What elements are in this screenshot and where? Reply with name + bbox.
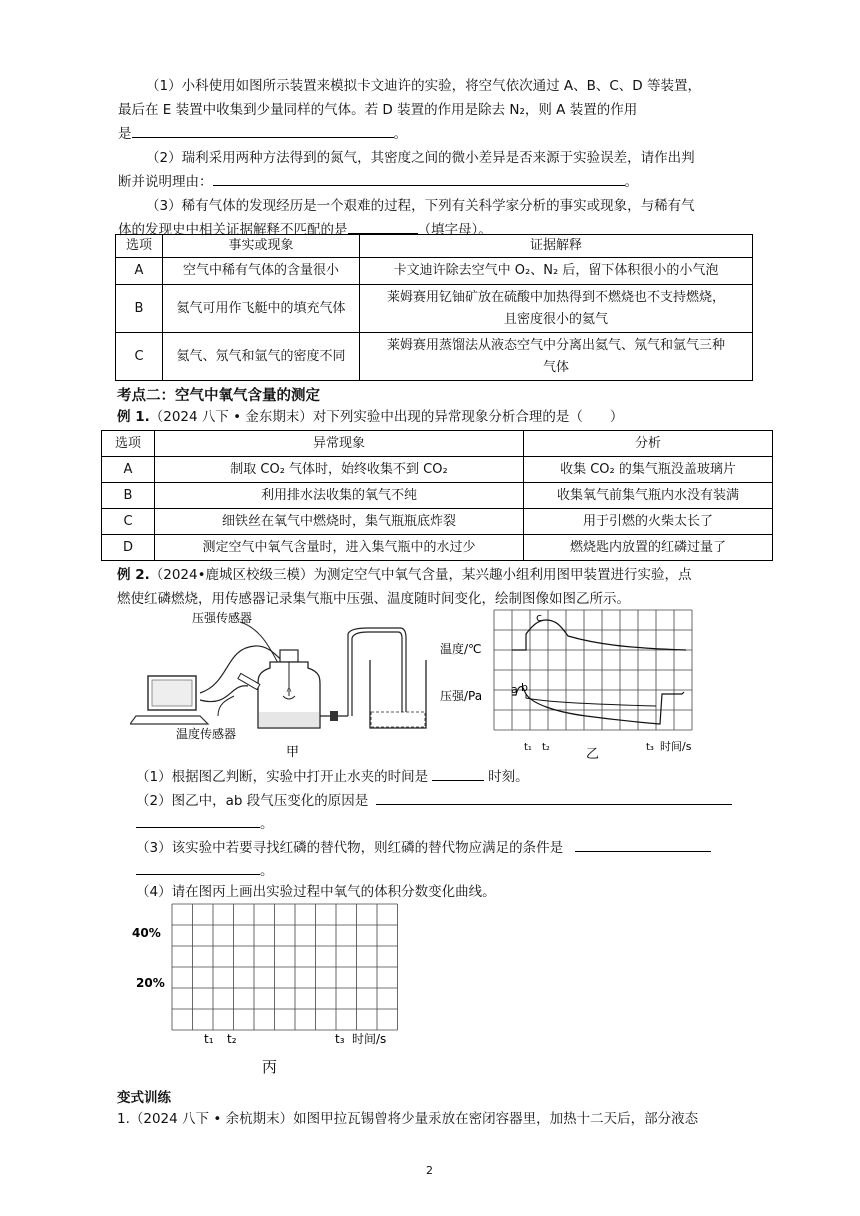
example-1-stem: 例 1.（2024 八下 • 金东期末）对下列实验中出现的异常现象分析合理的是（ ） [117, 409, 624, 425]
subquestion-4: （4）请在图丙上画出实验过程中氧气的体积分数变化曲线。 [136, 884, 496, 900]
answer-blank[interactable] [213, 171, 625, 186]
answer-blank[interactable] [348, 219, 418, 234]
t1-label: t₁ [204, 1032, 214, 1046]
subquestion-2: （2）图乙中，ab 段气压变化的原因是 [136, 789, 732, 813]
y-tick-40: 40% [132, 926, 161, 940]
temperature-sensor-label: 温度传感器 [176, 727, 237, 741]
t3-label: t₃ [646, 742, 654, 753]
point-c-label: c [536, 611, 543, 624]
page-number: 2 [426, 1164, 433, 1177]
pressure-sensor-label: 压强传感器 [192, 611, 253, 625]
example-2-stem: 例 2.（2024•鹿城区校级三模）为测定空气中氧气含量，某兴趣小组利用图甲装置进行实验，点 燃使红磷燃烧，用传感器记录集气瓶中压强、温度随时间变化，绘制图像如图乙所示。 [117, 567, 692, 607]
question-1-line1: （1）小科使用如图所示装置来模拟卡文迪许的实验，将空气依次通过 A、B、C、D 等装置， [146, 78, 701, 94]
table-row: B 利用排水法收集的氧气不纯 收集氧气前集气瓶内水没有装满 [102, 483, 773, 509]
table-row: D 测定空气中氧气含量时，进入集气瓶中的水过少 燃烧匙内放置的红磷过量了 [102, 535, 773, 561]
table-header-row: 选项 事实或现象 证据解释 [116, 235, 753, 258]
answer-blank[interactable] [132, 123, 394, 138]
subquestion-2-continued: 。 [136, 812, 274, 836]
answer-blank[interactable] [376, 790, 732, 805]
question-2-line2: 断并说明理由： 。 [118, 170, 758, 194]
apparatus-figure [130, 608, 430, 760]
table-header-row: 选项 异常现象 分析 [102, 431, 773, 457]
temperature-curve [512, 620, 686, 650]
table-row: C 氦气、氖气和氩气的密度不同 莱姆赛用蒸馏法从液态空气中分离出氦气、氖气和氩气三种 气体 [116, 333, 753, 381]
pressure-axis-label: 压强/Pa [440, 689, 483, 703]
practice-heading: 变式训练 [117, 1090, 171, 1106]
oxygen-fraction-grid[interactable] [128, 900, 418, 1078]
subquestion-3-continued: 。 [136, 859, 274, 883]
y-tick-20: 20% [136, 976, 165, 990]
table-row: B 氦气可用作飞艇中的填充气体 莱姆赛用钇铀矿放在硫酸中加热得到不燃烧也不支持燃烧， 且密度很小的氦气 [116, 285, 753, 333]
table-row: A 制取 CO₂ 气体时，始终收集不到 CO₂ 收集 CO₂ 的集气瓶没盖玻璃片 [102, 457, 773, 483]
question-3-line2: 体的发现史中相关证据解释不匹配的是 （填字母）。 [118, 218, 758, 242]
answer-blank[interactable] [432, 766, 484, 781]
question-1-line3: 是 。 [118, 122, 758, 146]
figure-caption: 乙 [586, 747, 600, 760]
point-a-label: a [511, 683, 518, 696]
answer-blank[interactable] [575, 837, 711, 852]
pressure-curve [512, 687, 684, 724]
section-heading: 考点二：空气中氧气含量的测定 [117, 388, 320, 404]
table-row: A 空气中稀有气体的含量很小 卡文迪许除去空气中 O₂、N₂ 后，留下体积很小的小气泡 [116, 258, 753, 285]
figure-caption: 甲 [286, 745, 300, 760]
answer-blank[interactable] [136, 860, 260, 875]
t3-label: t₃ [335, 1032, 345, 1046]
table-row: C 细铁丝在氧气中燃烧时，集气瓶瓶底炸裂 用于引燃的火柴太长了 [102, 509, 773, 535]
sensor-graph [436, 608, 706, 760]
figure-caption: 丙 [262, 1058, 278, 1076]
subquestion-3: （3）该实验中若要寻找红磷的替代物，则红磷的替代物应满足的条件是 [136, 836, 711, 860]
time-axis-label: 时间/s [660, 740, 692, 753]
answer-blank[interactable] [136, 813, 260, 828]
question-3-line1: （3）稀有气体的发现经历是一个艰难的过程，下列有关科学家分析的事实或现象，与稀有气 [146, 198, 695, 214]
question-2-line1: （2）瑞利采用两种方法得到的氮气，其密度之间的微小差异是否来源于实验误差，请作出判 [146, 150, 695, 166]
t2-label: t₂ [227, 1032, 237, 1046]
t1-label: t₁ [524, 742, 532, 753]
anomaly-table [101, 430, 773, 561]
question-1-line2: 最后在 E 装置中收集到少量同样的气体。若 D 装置的作用是除去 N₂，则 A 装置的作用 [118, 102, 638, 118]
subquestion-1: （1）根据图乙判断，实验中打开止水夹的时间是 时刻。 [136, 765, 529, 789]
practice-question-1: 1.（2024 八下 • 余杭期末）如图甲拉瓦锡曾将少量汞放在密闭容器里，加热十二天后，部分液态 [117, 1111, 699, 1127]
t2-label: t₂ [542, 742, 550, 753]
rare-gas-table [115, 234, 753, 381]
time-axis-label: 时间/s [352, 1032, 387, 1046]
temperature-axis-label: 温度/℃ [440, 642, 482, 656]
point-b-label: b [521, 681, 528, 694]
